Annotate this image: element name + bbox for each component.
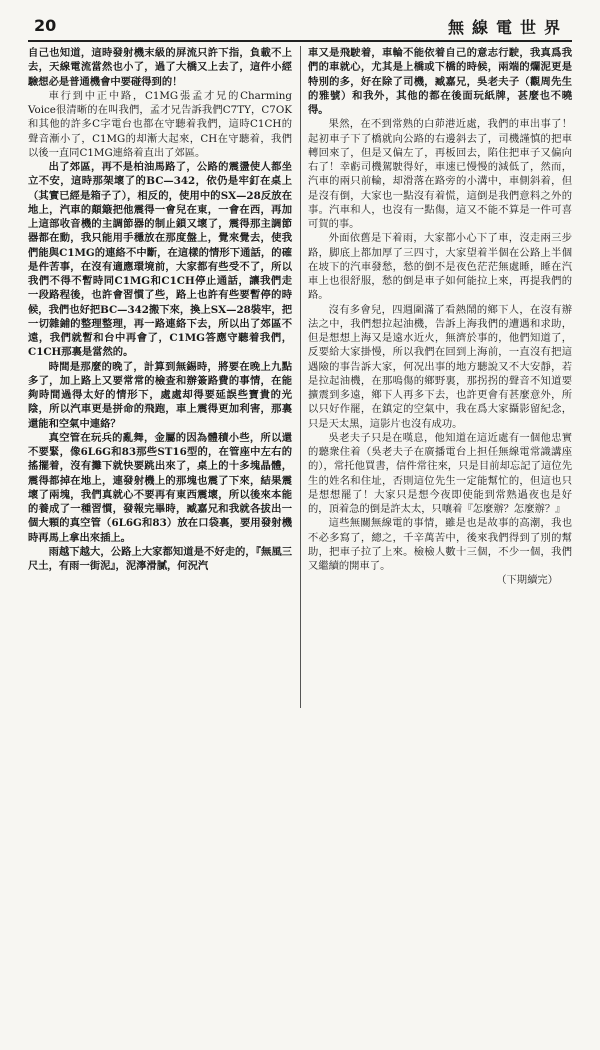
paragraph: 果然，在不到常熟的白茆港近處，我們的車出事了！起初車子下了橋就向公路的右邊斜去了，司機謹慎的把車轉回來了，但是又偏左了，再板回去，陷住把車子又偏向右了！幸虧司機駕駛得好，車速已慢慢的減低了，然而，汽車的兩只前輪，却滑落在路旁的小溝中，車側斜着，但是沒有倒，大家也一點沒有着慌，這倒是我們意料之外的事。汽車和人，也沒有一點傷，這又不能不算是一件可喜可賀的事。 (308, 118, 572, 230)
page-number: 20 (34, 16, 57, 35)
paragraph: 自己也知道，這時發射機末級的屏流只許下指，負載不上去，天線電流當然也小了，過了大橋又上去了，這件小經驗想必是普通機會中要碰得到的！ (28, 47, 292, 88)
paragraph: 雨越下越大，公路上大家都知道是不好走的，『無風三尺土，有雨一街泥』，泥濘滑膩，何況汽 (28, 545, 292, 572)
paragraph: 沒有多會兒，四週圍滿了看熱鬧的鄉下人，在沒有辦法之中，我們想拉起油機，告訴上海我們的遭遇和求助，但是想想上海又是遠水近火，無濟於事的，他們知道了，反要給大家掛慢，所以我們在回到上海前，一直沒有把這遇險的事告訴大家，何况出事的地方聽說又不大安靜，若是拉起油機，在那嗚傷的鄉野裏，那拐拐的聲音不知道要擴震到多遠，鄉下人再多下去，也許更會有甚麼意外，所以只好作罷，在鎮定的空氣中，我在爲大家攝影留紀念，只是天太黑，這影片也沒有成功。 (308, 303, 572, 430)
paragraph: 外面依舊是下着雨，大家都小心下了車，沒走兩三步路，脚底上都加厚了三四寸，大家望着半個在公路上半個在坡下的汽車發愁，愁的倒不是夜色茫茫無處睡，睡在汽車上也很舒服，愁的倒是車子如何能拉上來，再提我們的路。 (308, 232, 572, 302)
column-divider (300, 46, 301, 708)
paragraph: 車行到中正中路，C1MG張孟才兄的Charming Voice很清晰的在叫我們，孟才兄告訴我們C7TY，C7OK和其他的許多C字電台也都在守聽着我們，這時C1CH的聲音漸小了，C1MG的却漸大起來，CH在守聽着，我們以後一直同C1MG連絡着直出了郊區。 (28, 89, 292, 159)
to-be-continued-note: （下期續完） (496, 574, 558, 587)
left-column (28, 46, 292, 573)
paragraph: 時間是那麼的晚了，計算到無錫時，將要在晚上九點多了，加上路上又要常常的檢查和辦簽路費的事情，在能夠時間過得太好的情形下，處處却得要延誤些寶貴的光陰，所以汽車更是拼命的飛跑，車上震得更加利害，那裏還能和空氣中連絡？ (28, 360, 292, 430)
paragraph: 車又是飛駛着，車輪不能依着自己的意志行駛，我真爲我們的車就心，尤其是上橋或下橋的時候，兩端的爛泥更是特別的多，好在除了司機，臧嘉兄，吳老夫子（觀周先生的雅號）和我外，其他的都在後面玩紙牌，甚麼也不曉得。 (308, 47, 572, 116)
paragraph: 這些無關無線電的事情，雖是也是故事的高潮，我也不必多寫了，總之，千辛萬苦中，後來我們得到了別的幫助，把車子拉了上來。檢檢人數十三個，不少一個，我們又繼續的開車了。 (308, 517, 572, 572)
right-column (308, 46, 572, 588)
page-header (28, 10, 572, 42)
magazine-title: 無線電世界 (447, 18, 568, 37)
paragraph: 真空管在玩兵的亂舞，金屬的因為體積小些，所以還不要緊，像6L6G和83那些ST16型的，在管座中左右的搖擺着，沒有攤下就快要跳出來了，桌上的十多塊晶體，震得都掉在地上，連發射機上的那塊也震了下來，結果震壞了兩塊，我們真就心不要再有東西震壞，所以後來本能的養成了一種習慣，發報完畢時，臧嘉兄和我就各拔出一個大顆的真空管（6L6G和83）放在口袋裏，要用發射機時再馬上拿出來插上。 (28, 431, 292, 544)
paragraph: 吳老夫子只是在嘆息，他知道在這近處有一個他忠實的聽衆住着（吳老夫子在廣播電台上担任無線電常識講座的），常托他買書，信件常往來，只是目前却忘記了這位先生的姓名和住址，否則這位先生一定能幫忙的，但這也只是想想罷了！大家只是想今夜即使能到常熟過夜也是好的，頂着急的倒是許太太，只嚷着『怎麼辦？怎麼辦？』 (308, 431, 572, 515)
paragraph: 出了郊區，再不是柏油馬路了，公路的震盪使人都坐立不安，這時那架壞了的BC—342，依仍是牢釘在桌上（其實已經是箱子了），相反的，使用中的SX—28反放在地上，汽車的顛簸把他震得一會兒在東，一會在西，再加上這部收音機的主調節器的制止鎖又壞了，震得那主調節器都在動，我只能用手穩放在那度盤上，覺來覺去，使我們能與C1MG的連絡不中斷，在這樣的情形下通話，的確是件苦事，在沒有適應環境前，大家都有些受不了，所以我們不得不暫時同C1MG和C1CH停止通話，讓我們走一段路程後，也許會習慣了些，路上也許有些要暫停的時候，我們也好把BC—342搬下來，換上SX—28裝牢，把一切雜鋪的整理整理，再一路連絡下去，所以出了郊區不遠，我們就暫和台中再會了，C1MG答應守聽着我們，C1CH那裏是當然的。 (28, 161, 292, 359)
